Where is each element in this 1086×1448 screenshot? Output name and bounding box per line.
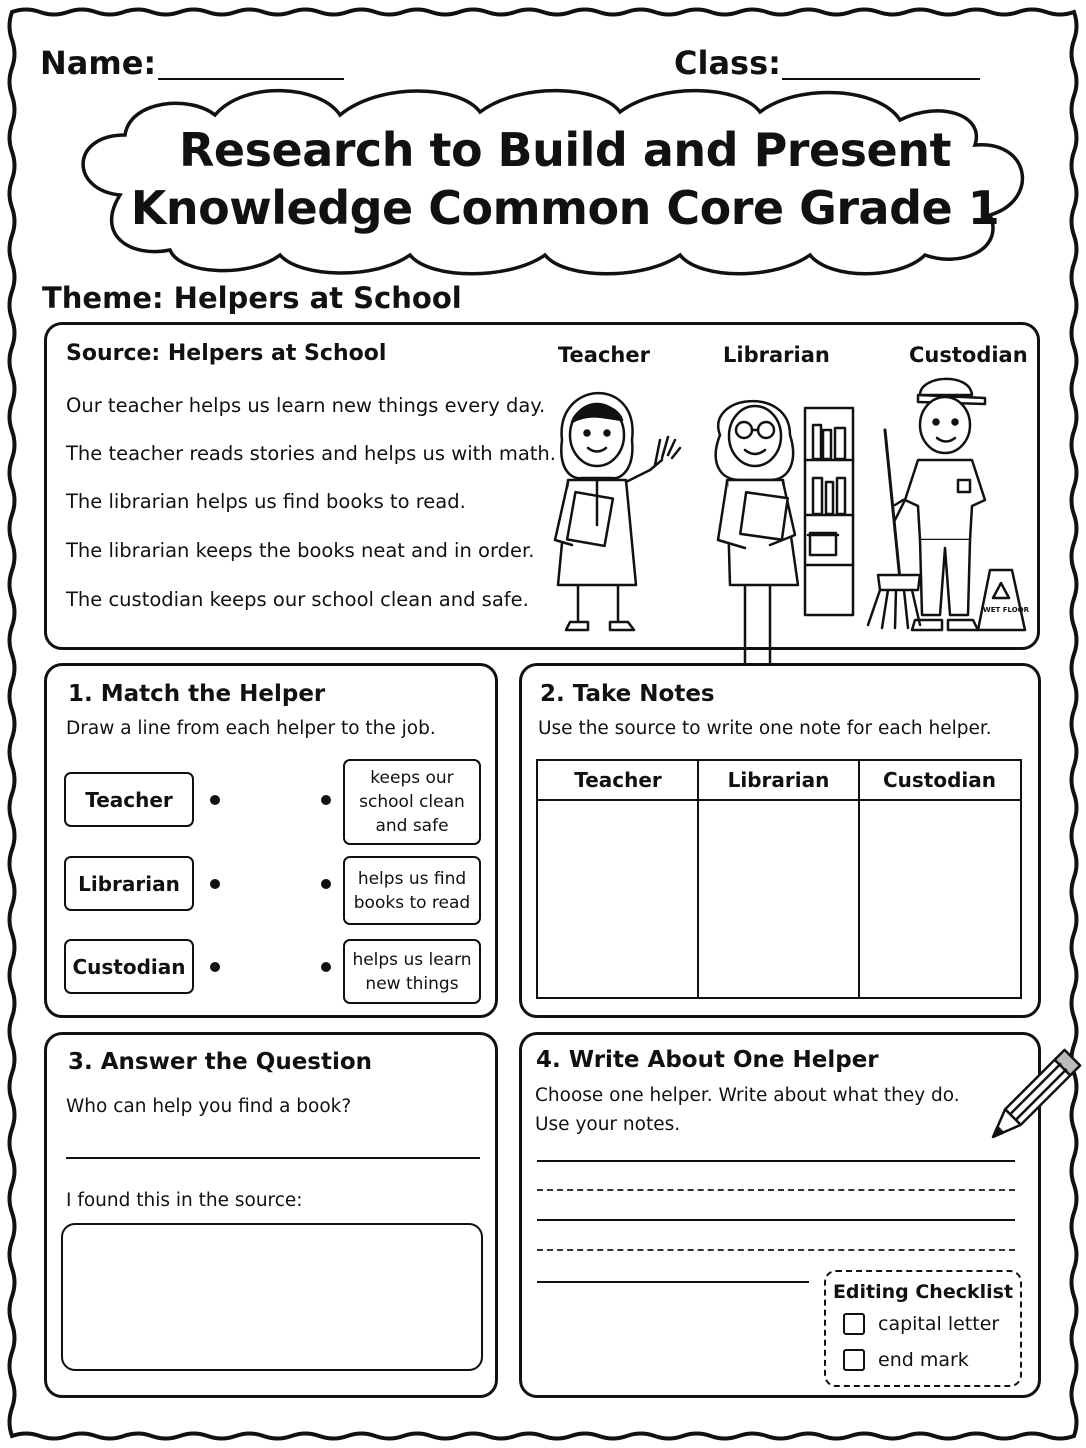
name-label: Name: xyxy=(40,44,157,82)
job-text: helps us find xyxy=(357,868,467,889)
question-prompt: Who can help you find a book? xyxy=(66,1096,352,1117)
notes-col-teacher: Teacher xyxy=(538,761,698,801)
write-heading: 4. Write About One Helper xyxy=(536,1047,879,1073)
writing-guide-line xyxy=(537,1249,1015,1251)
source-heading: Source: Helpers at School xyxy=(66,341,387,366)
writing-line[interactable] xyxy=(537,1219,1015,1221)
checklist-item-label: capital letter xyxy=(878,1313,1000,1335)
job-text: and safe xyxy=(375,816,449,836)
custodian-caption: Custodian xyxy=(909,343,1028,367)
match-helper-custodian: Custodian xyxy=(64,939,194,994)
checklist-title: Editing Checklist xyxy=(832,1281,1014,1303)
page-title-line-1: Research to Build and Present xyxy=(179,123,951,177)
notes-col-custodian: Custodian xyxy=(859,761,1020,801)
match-heading: 1. Match the Helper xyxy=(68,681,326,707)
writing-line[interactable] xyxy=(537,1281,809,1283)
source-line: The custodian keeps our school clean and safe. xyxy=(66,588,529,611)
job-text: keeps our xyxy=(370,768,454,788)
source-line: Our teacher helps us learn new things every day. xyxy=(66,394,546,417)
question-heading: 3. Answer the Question xyxy=(68,1049,373,1075)
job-text: new things xyxy=(365,973,459,994)
write-instructions: Use your notes. xyxy=(535,1114,681,1135)
job-text: books to read xyxy=(353,892,471,913)
source-line: The teacher reads stories and helps us with math. xyxy=(66,442,556,465)
evidence-label: I found this in the source: xyxy=(66,1190,303,1211)
checkbox-end-mark[interactable] xyxy=(843,1349,865,1371)
notes-instructions: Use the source to write one note for each helper. xyxy=(538,718,992,739)
writing-line[interactable] xyxy=(537,1160,1015,1162)
match-helper-librarian: Librarian xyxy=(64,856,194,911)
class-label: Class: xyxy=(674,44,781,82)
notes-heading: 2. Take Notes xyxy=(540,681,715,707)
match-instructions: Draw a line from each helper to the job. xyxy=(66,718,436,739)
job-text: school clean xyxy=(359,792,465,812)
source-line: The librarian keeps the books neat and in order. xyxy=(66,539,535,562)
notes-col-librarian: Librarian xyxy=(698,761,859,801)
write-instructions: Choose one helper. Write about what they do. xyxy=(535,1085,960,1106)
job-text: helps us learn xyxy=(352,949,472,970)
checklist-item-label: end mark xyxy=(878,1349,969,1371)
match-helper-teacher: Teacher xyxy=(64,772,194,827)
editing-checklist xyxy=(824,1270,1022,1387)
writing-guide-line xyxy=(537,1189,1015,1191)
wet-floor-sign-text: WET FLOOR xyxy=(983,606,1029,614)
page-title-line-2: Knowledge Common Core Grade 1 xyxy=(130,181,1000,235)
theme-heading: Theme: Helpers at School xyxy=(42,281,462,315)
teacher-caption: Teacher xyxy=(558,343,650,367)
librarian-caption: Librarian xyxy=(723,343,830,367)
source-line: The librarian helps us find books to read. xyxy=(66,490,466,513)
checkbox-capital-letter[interactable] xyxy=(843,1313,865,1335)
